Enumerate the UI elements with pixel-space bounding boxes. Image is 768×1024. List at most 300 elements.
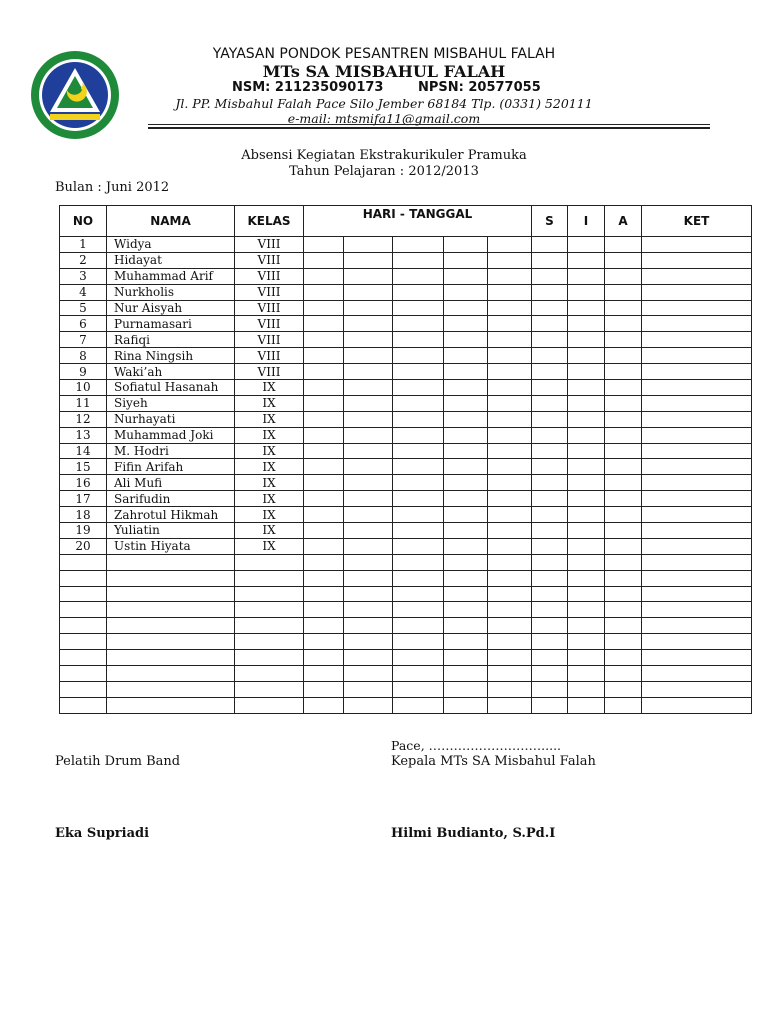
cell-date bbox=[488, 411, 532, 427]
table-row bbox=[60, 523, 752, 539]
cell-ket bbox=[642, 554, 752, 570]
coach-name: Eka Supriadi bbox=[55, 826, 150, 841]
cell-no: 3 bbox=[60, 268, 107, 284]
principal-name: Hilmi Budianto, S.Pd.I bbox=[391, 826, 556, 841]
cell-kelas: VIII bbox=[235, 237, 304, 253]
cell-no: 18 bbox=[60, 507, 107, 523]
cell-ket bbox=[642, 618, 752, 634]
table-row bbox=[60, 316, 752, 332]
cell-status bbox=[532, 586, 568, 602]
cell-status bbox=[605, 618, 642, 634]
cell-date bbox=[344, 443, 393, 459]
cell-date bbox=[444, 364, 488, 380]
cell-kelas: IX bbox=[235, 507, 304, 523]
cell-date bbox=[304, 395, 344, 411]
cell-date bbox=[393, 681, 444, 697]
cell-date bbox=[344, 538, 393, 554]
cell-date bbox=[444, 300, 488, 316]
cell-date bbox=[304, 666, 344, 682]
cell-status bbox=[568, 332, 605, 348]
table-row bbox=[60, 411, 752, 427]
table-row bbox=[60, 602, 752, 618]
cell-ket bbox=[642, 300, 752, 316]
cell-status bbox=[568, 284, 605, 300]
cell-kelas: IX bbox=[235, 491, 304, 507]
cell-date bbox=[488, 586, 532, 602]
cell-date bbox=[393, 507, 444, 523]
cell-date bbox=[344, 268, 393, 284]
cell-date bbox=[393, 650, 444, 666]
table-row bbox=[60, 650, 752, 666]
cell-status bbox=[605, 697, 642, 713]
cell-no: 16 bbox=[60, 475, 107, 491]
cell-status bbox=[605, 332, 642, 348]
cell-date bbox=[488, 697, 532, 713]
cell-date bbox=[393, 491, 444, 507]
cell-nama: Hidayat bbox=[107, 252, 235, 268]
cell-date bbox=[344, 380, 393, 396]
cell-nama: Nurhayati bbox=[107, 411, 235, 427]
cell-status bbox=[568, 681, 605, 697]
cell-date bbox=[393, 602, 444, 618]
cell-date bbox=[393, 316, 444, 332]
cell-status bbox=[605, 570, 642, 586]
cell-date bbox=[344, 634, 393, 650]
cell-date bbox=[304, 650, 344, 666]
cell-status bbox=[605, 602, 642, 618]
cell-ket bbox=[642, 697, 752, 713]
cell-date bbox=[444, 634, 488, 650]
cell-no: 13 bbox=[60, 427, 107, 443]
cell-status bbox=[532, 507, 568, 523]
cell-status bbox=[605, 237, 642, 253]
cell-status bbox=[532, 602, 568, 618]
cell-ket bbox=[642, 332, 752, 348]
cell-date bbox=[488, 650, 532, 666]
cell-date bbox=[393, 443, 444, 459]
cell-date bbox=[393, 411, 444, 427]
cell-status bbox=[568, 459, 605, 475]
cell-status bbox=[605, 427, 642, 443]
cell-nama: Siyeh bbox=[107, 395, 235, 411]
cell-kelas: IX bbox=[235, 475, 304, 491]
cell-ket bbox=[642, 380, 752, 396]
cell-ket bbox=[642, 538, 752, 554]
cell-kelas: IX bbox=[235, 380, 304, 396]
cell-date bbox=[444, 348, 488, 364]
cell-nama: Nurkholis bbox=[107, 284, 235, 300]
cell-date bbox=[344, 332, 393, 348]
cell-status bbox=[605, 650, 642, 666]
cell-status bbox=[532, 459, 568, 475]
cell-status bbox=[568, 666, 605, 682]
cell-nama bbox=[107, 602, 235, 618]
table-row bbox=[60, 475, 752, 491]
cell-kelas: IX bbox=[235, 538, 304, 554]
cell-no bbox=[60, 570, 107, 586]
cell-date bbox=[444, 427, 488, 443]
cell-date bbox=[304, 507, 344, 523]
cell-date bbox=[344, 475, 393, 491]
table-row bbox=[60, 300, 752, 316]
cell-date bbox=[393, 618, 444, 634]
table-row bbox=[60, 348, 752, 364]
cell-status bbox=[605, 459, 642, 475]
cell-date bbox=[393, 332, 444, 348]
cell-date bbox=[444, 523, 488, 539]
cell-no: 15 bbox=[60, 459, 107, 475]
cell-date bbox=[344, 554, 393, 570]
cell-date bbox=[488, 634, 532, 650]
cell-ket bbox=[642, 650, 752, 666]
cell-status bbox=[532, 523, 568, 539]
cell-date bbox=[444, 237, 488, 253]
cell-kelas bbox=[235, 666, 304, 682]
table-row bbox=[60, 618, 752, 634]
cell-kelas bbox=[235, 602, 304, 618]
cell-status bbox=[568, 697, 605, 713]
cell-kelas: VIII bbox=[235, 252, 304, 268]
cell-date bbox=[344, 523, 393, 539]
cell-nama bbox=[107, 586, 235, 602]
cell-status bbox=[568, 618, 605, 634]
cell-date bbox=[393, 395, 444, 411]
cell-no bbox=[60, 586, 107, 602]
cell-no: 9 bbox=[60, 364, 107, 380]
cell-nama bbox=[107, 570, 235, 586]
cell-date bbox=[444, 538, 488, 554]
cell-date bbox=[393, 554, 444, 570]
cell-date bbox=[488, 316, 532, 332]
school-emblem-icon bbox=[30, 50, 120, 140]
academic-year: Tahun Pelajaran : 2012/2013 bbox=[289, 164, 479, 179]
header-a: A bbox=[605, 206, 642, 237]
table-row bbox=[60, 237, 752, 253]
place-date: Pace, ………………………..... bbox=[391, 738, 562, 753]
header-ket: KET bbox=[642, 206, 752, 237]
cell-date bbox=[488, 538, 532, 554]
cell-status bbox=[532, 268, 568, 284]
header-nama: NAMA bbox=[107, 206, 235, 237]
cell-status bbox=[532, 538, 568, 554]
header-kelas: KELAS bbox=[235, 206, 304, 237]
cell-date bbox=[444, 681, 488, 697]
cell-nama: M. Hodri bbox=[107, 443, 235, 459]
table-row bbox=[60, 570, 752, 586]
cell-status bbox=[605, 411, 642, 427]
cell-date bbox=[393, 427, 444, 443]
cell-date bbox=[344, 650, 393, 666]
cell-ket bbox=[642, 666, 752, 682]
cell-date bbox=[488, 666, 532, 682]
cell-status bbox=[532, 443, 568, 459]
cell-date bbox=[444, 316, 488, 332]
cell-ket bbox=[642, 411, 752, 427]
cell-status bbox=[605, 475, 642, 491]
cell-date bbox=[488, 507, 532, 523]
cell-status bbox=[568, 650, 605, 666]
cell-date bbox=[304, 491, 344, 507]
cell-date bbox=[393, 284, 444, 300]
cell-kelas: IX bbox=[235, 523, 304, 539]
cell-nama: Sofiatul Hasanah bbox=[107, 380, 235, 396]
cell-date bbox=[488, 427, 532, 443]
cell-date bbox=[488, 395, 532, 411]
nsm-number: NSM: 211235090173 bbox=[232, 80, 384, 95]
table-row bbox=[60, 380, 752, 396]
cell-date bbox=[304, 475, 344, 491]
cell-status bbox=[605, 252, 642, 268]
table-row bbox=[60, 268, 752, 284]
cell-date bbox=[444, 666, 488, 682]
cell-status bbox=[532, 475, 568, 491]
cell-ket bbox=[642, 443, 752, 459]
cell-kelas bbox=[235, 618, 304, 634]
cell-date bbox=[393, 459, 444, 475]
cell-status bbox=[568, 538, 605, 554]
cell-ket bbox=[642, 364, 752, 380]
cell-status bbox=[605, 666, 642, 682]
cell-status bbox=[568, 427, 605, 443]
cell-date bbox=[344, 697, 393, 713]
cell-nama: Nur Aisyah bbox=[107, 300, 235, 316]
cell-date bbox=[488, 268, 532, 284]
cell-ket bbox=[642, 602, 752, 618]
school-email: e-mail: mtsmifa11@gmail.com bbox=[287, 111, 481, 126]
cell-date bbox=[304, 459, 344, 475]
cell-nama: Waki’ah bbox=[107, 364, 235, 380]
cell-date bbox=[304, 300, 344, 316]
cell-date bbox=[304, 284, 344, 300]
cell-date bbox=[344, 364, 393, 380]
cell-no bbox=[60, 666, 107, 682]
cell-date bbox=[304, 443, 344, 459]
cell-status bbox=[568, 252, 605, 268]
cell-date bbox=[344, 459, 393, 475]
table-row bbox=[60, 443, 752, 459]
cell-nama: Fifin Arifah bbox=[107, 459, 235, 475]
cell-ket bbox=[642, 491, 752, 507]
cell-date bbox=[304, 586, 344, 602]
cell-date bbox=[393, 237, 444, 253]
table-row bbox=[60, 538, 752, 554]
cell-kelas: VIII bbox=[235, 364, 304, 380]
cell-kelas: VIII bbox=[235, 284, 304, 300]
cell-kelas: IX bbox=[235, 459, 304, 475]
cell-nama: Yuliatin bbox=[107, 523, 235, 539]
coach-role: Pelatih Drum Band bbox=[55, 754, 181, 769]
principal-role: Kepala MTs SA Misbahul Falah bbox=[391, 754, 596, 769]
header-hari-tanggal bbox=[304, 206, 532, 237]
cell-ket bbox=[642, 507, 752, 523]
table-row bbox=[60, 395, 752, 411]
table-row bbox=[60, 697, 752, 713]
cell-date bbox=[444, 475, 488, 491]
cell-status bbox=[568, 237, 605, 253]
cell-no: 14 bbox=[60, 443, 107, 459]
cell-kelas: VIII bbox=[235, 348, 304, 364]
cell-kelas bbox=[235, 650, 304, 666]
cell-status bbox=[605, 268, 642, 284]
cell-status bbox=[605, 586, 642, 602]
cell-status bbox=[568, 348, 605, 364]
cell-status bbox=[532, 332, 568, 348]
cell-date bbox=[304, 681, 344, 697]
cell-no: 11 bbox=[60, 395, 107, 411]
cell-date bbox=[444, 252, 488, 268]
cell-date bbox=[344, 491, 393, 507]
cell-date bbox=[344, 348, 393, 364]
cell-status bbox=[605, 634, 642, 650]
cell-date bbox=[444, 411, 488, 427]
cell-status bbox=[532, 634, 568, 650]
cell-date bbox=[304, 570, 344, 586]
cell-status bbox=[605, 364, 642, 380]
cell-date bbox=[393, 666, 444, 682]
cell-date bbox=[393, 538, 444, 554]
header-no: NO bbox=[60, 206, 107, 237]
cell-date bbox=[304, 634, 344, 650]
cell-date bbox=[488, 475, 532, 491]
cell-kelas bbox=[235, 586, 304, 602]
cell-date bbox=[488, 332, 532, 348]
cell-status bbox=[532, 697, 568, 713]
cell-date bbox=[488, 300, 532, 316]
cell-date bbox=[304, 332, 344, 348]
cell-date bbox=[444, 380, 488, 396]
cell-status bbox=[605, 443, 642, 459]
cell-date bbox=[444, 697, 488, 713]
cell-no bbox=[60, 554, 107, 570]
cell-date bbox=[444, 570, 488, 586]
cell-date bbox=[444, 602, 488, 618]
cell-date bbox=[304, 268, 344, 284]
table-row bbox=[60, 332, 752, 348]
cell-date bbox=[488, 491, 532, 507]
cell-status bbox=[568, 507, 605, 523]
cell-date bbox=[304, 237, 344, 253]
cell-status bbox=[605, 380, 642, 396]
cell-date bbox=[304, 364, 344, 380]
table-row bbox=[60, 284, 752, 300]
cell-date bbox=[304, 602, 344, 618]
cell-ket bbox=[642, 268, 752, 284]
cell-status bbox=[605, 491, 642, 507]
cell-status bbox=[532, 681, 568, 697]
cell-no: 8 bbox=[60, 348, 107, 364]
cell-nama bbox=[107, 650, 235, 666]
cell-nama bbox=[107, 618, 235, 634]
cell-status bbox=[605, 300, 642, 316]
cell-date bbox=[344, 570, 393, 586]
cell-no bbox=[60, 697, 107, 713]
header-s: S bbox=[532, 206, 568, 237]
header-i: I bbox=[568, 206, 605, 237]
cell-date bbox=[304, 380, 344, 396]
cell-no: 12 bbox=[60, 411, 107, 427]
cell-date bbox=[344, 411, 393, 427]
cell-date bbox=[344, 316, 393, 332]
cell-date bbox=[488, 237, 532, 253]
cell-status bbox=[605, 284, 642, 300]
cell-kelas bbox=[235, 634, 304, 650]
cell-nama: Rafiqi bbox=[107, 332, 235, 348]
cell-date bbox=[344, 252, 393, 268]
cell-nama: Muhammad Arif bbox=[107, 268, 235, 284]
cell-no: 7 bbox=[60, 332, 107, 348]
cell-status bbox=[568, 586, 605, 602]
cell-kelas bbox=[235, 570, 304, 586]
cell-status bbox=[532, 395, 568, 411]
cell-date bbox=[304, 697, 344, 713]
cell-status bbox=[568, 602, 605, 618]
cell-date bbox=[304, 316, 344, 332]
cell-date bbox=[444, 586, 488, 602]
school-name: MTs SA MISBAHUL FALAH bbox=[262, 62, 506, 81]
cell-date bbox=[444, 618, 488, 634]
cell-date bbox=[488, 602, 532, 618]
cell-kelas: VIII bbox=[235, 332, 304, 348]
table-row bbox=[60, 427, 752, 443]
cell-nama bbox=[107, 634, 235, 650]
cell-kelas: VIII bbox=[235, 316, 304, 332]
cell-date bbox=[393, 634, 444, 650]
cell-kelas: IX bbox=[235, 395, 304, 411]
cell-nama: Zahrotul Hikmah bbox=[107, 507, 235, 523]
cell-date bbox=[444, 459, 488, 475]
cell-date bbox=[304, 427, 344, 443]
cell-date bbox=[444, 395, 488, 411]
cell-date bbox=[344, 284, 393, 300]
school-address: Jl. PP. Misbahul Falah Pace Silo Jember 68184 Tlp. (0331) 520111 bbox=[175, 96, 593, 111]
cell-ket bbox=[642, 284, 752, 300]
cell-status bbox=[568, 443, 605, 459]
cell-date bbox=[304, 554, 344, 570]
cell-status bbox=[532, 666, 568, 682]
cell-date bbox=[393, 348, 444, 364]
table-row bbox=[60, 491, 752, 507]
cell-status bbox=[532, 237, 568, 253]
cell-date bbox=[344, 507, 393, 523]
cell-status bbox=[532, 380, 568, 396]
cell-status bbox=[568, 475, 605, 491]
cell-no: 10 bbox=[60, 380, 107, 396]
cell-date bbox=[488, 364, 532, 380]
cell-date bbox=[304, 252, 344, 268]
cell-date bbox=[444, 554, 488, 570]
cell-status bbox=[568, 364, 605, 380]
cell-kelas bbox=[235, 697, 304, 713]
cell-date bbox=[393, 268, 444, 284]
cell-status bbox=[532, 284, 568, 300]
cell-status bbox=[568, 523, 605, 539]
table-header-row bbox=[60, 206, 752, 237]
cell-date bbox=[344, 395, 393, 411]
cell-date bbox=[393, 364, 444, 380]
month-label: Bulan : Juni 2012 bbox=[55, 180, 170, 195]
table-row bbox=[60, 507, 752, 523]
cell-no bbox=[60, 618, 107, 634]
cell-date bbox=[304, 523, 344, 539]
cell-date bbox=[488, 380, 532, 396]
cell-kelas bbox=[235, 554, 304, 570]
cell-date bbox=[393, 252, 444, 268]
cell-nama bbox=[107, 554, 235, 570]
cell-date bbox=[488, 618, 532, 634]
cell-date bbox=[304, 348, 344, 364]
cell-kelas bbox=[235, 681, 304, 697]
cell-date bbox=[393, 300, 444, 316]
